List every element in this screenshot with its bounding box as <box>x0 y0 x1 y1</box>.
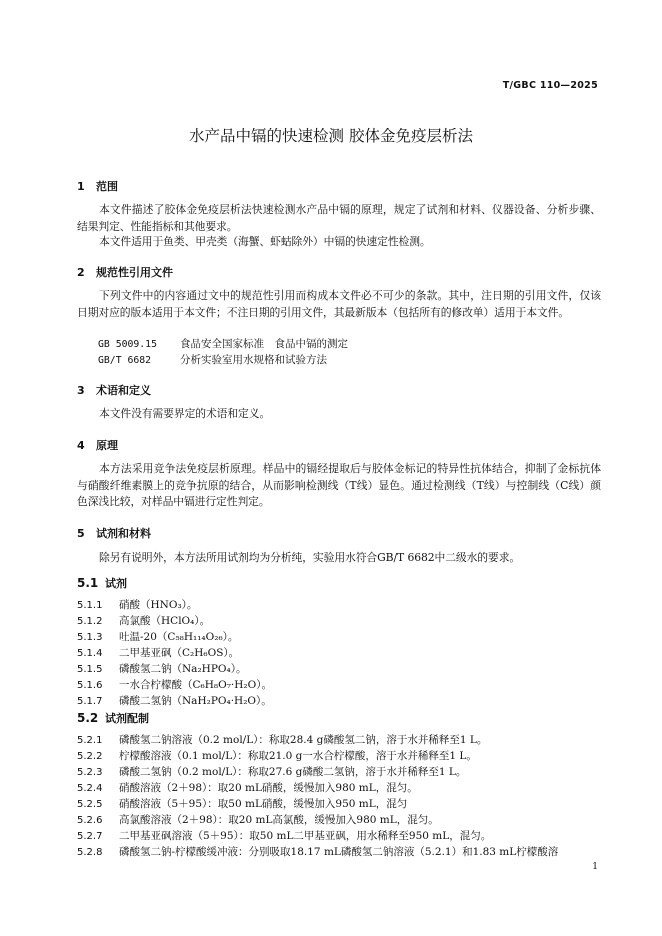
reagent-item <box>77 597 197 612</box>
item-number: 5.2.4 <box>77 783 103 794</box>
item-text: 高氯酸溶液（2＋98）：取20 mL高氯酸，缓慢加入980 mL，混匀。 <box>119 814 439 826</box>
section-heading-reagents <box>77 525 151 541</box>
standard-code: T/GBC 110—2025 <box>502 80 598 91</box>
scope-paragraph-2: 本文件适用于鱼类、甲壳类（海蟹、虾蛄除外）中镉的快速定性检测。 <box>99 235 431 248</box>
reference-code: GB/T 6682 <box>98 355 152 366</box>
item-number: 5.2.2 <box>77 751 103 762</box>
reagents-paragraph: 除另有说明外，本方法所用试剂均为分析纯，实验用水符合GB/T 6682中二级水的要求。 <box>99 551 521 564</box>
item-number: 5.2.6 <box>77 815 103 826</box>
section-number: 2 <box>77 266 85 279</box>
subsection-number: 5.2 <box>77 711 99 725</box>
reagent-item <box>77 661 246 676</box>
page-number: 1 <box>592 862 598 872</box>
section-title: 试剂和材料 <box>96 527 151 540</box>
item-number: 5.2.5 <box>77 799 103 810</box>
preparation-item <box>77 828 491 843</box>
subsection-title: 试剂配制 <box>105 712 149 725</box>
item-number: 5.1.7 <box>77 696 103 707</box>
subsection-number: 5.1 <box>77 576 99 590</box>
section-heading-normative-references <box>77 264 173 280</box>
subsection-heading-reagents <box>77 575 127 591</box>
item-text: 二甲基亚砜溶液（5＋95）：取50 mL二甲基亚砜，用水稀释至950 mL，混匀。 <box>119 830 492 842</box>
reference-item <box>98 336 348 351</box>
reagent-item <box>77 629 238 644</box>
item-number: 5.1.4 <box>77 648 103 659</box>
reference-item <box>98 352 327 367</box>
item-text: 磷酸氢二钠（Na₂HPO₄）。 <box>119 663 247 675</box>
preparation-item <box>77 796 407 811</box>
item-number: 5.1.6 <box>77 680 103 691</box>
item-text: 二甲基亚砜（C₂H₆OS）。 <box>119 647 240 659</box>
reference-title: 分析实验室用水规格和试验方法 <box>180 354 327 366</box>
section-number: 4 <box>77 439 85 452</box>
item-text: 高氯酸（HClO₄）。 <box>119 615 211 627</box>
preparation-item <box>77 732 487 747</box>
terms-paragraph: 本文件没有需要界定的术语和定义。 <box>99 407 271 420</box>
subsection-title: 试剂 <box>105 577 127 590</box>
reagent-item <box>77 645 239 660</box>
section-title: 原理 <box>96 439 118 452</box>
section-title: 范围 <box>96 180 118 193</box>
item-number: 5.1.1 <box>77 600 103 611</box>
section-title: 术语和定义 <box>96 384 151 397</box>
preparation-item <box>77 780 418 795</box>
item-text: 硝酸（HNO₃）。 <box>119 599 198 611</box>
item-text: 硝酸溶液（2＋98）：取20 mL硝酸，缓慢加入980 mL，混匀。 <box>119 782 418 794</box>
section-heading-terms <box>77 382 151 398</box>
item-number: 5.2.3 <box>77 767 103 778</box>
subsection-heading-reagent-preparation <box>77 710 149 726</box>
item-number: 5.1.2 <box>77 616 103 627</box>
section-title: 规范性引用文件 <box>96 266 173 279</box>
reagent-item <box>77 613 210 628</box>
reference-title: 食品安全国家标准 食品中镉的测定 <box>180 338 348 350</box>
item-number: 5.1.5 <box>77 664 103 675</box>
item-text: 磷酸氢二钠-柠檬酸缓冲液：分别吸取18.17 mL磷酸氢二钠溶液（5.2.1）和1.83 mL柠檬酸溶 <box>119 846 559 858</box>
reagent-item <box>77 693 272 708</box>
section-number: 3 <box>77 384 85 397</box>
principle-paragraph: 本方法采用竞争法免疫层析原理。样品中的镉经提取后与胶体金标记的特异性抗体结合，抑制了金标抗体与硝酸纤维素膜上的竞争抗原的结合，从而影响检测线（T线）显色。通过检测线（T线）与控制线（C线）颜色深浅比较，对样品中镉进行定性判定。 <box>77 462 601 509</box>
section-number: 5 <box>77 527 85 540</box>
item-text: 硝酸溶液（5＋95）：取50 mL硝酸，缓慢加入950 mL，混匀 <box>119 798 408 810</box>
reagent-item <box>77 677 272 692</box>
preparation-item <box>77 844 558 859</box>
item-number: 5.1.3 <box>77 632 103 643</box>
item-number: 5.2.1 <box>77 735 103 746</box>
item-number: 5.2.8 <box>77 847 103 858</box>
preparation-item <box>77 812 439 827</box>
section-heading-principle <box>77 437 118 453</box>
scope-paragraph-1: 本文件描述了胶体金免疫层析法快速检测水产品中镉的原理，规定了试剂和材料、仪器设备、分析步骤、结果判定、性能指标和其他要求。 <box>77 203 601 233</box>
document-title: 水产品中镉的快速检测 胶体金免疫层析法 <box>189 127 473 145</box>
item-text: 磷酸氢二钠溶液（0.2 mol/L）：称取28.4 g磷酸氢二钠，溶于水并稀释至1 L。 <box>119 734 488 746</box>
item-text: 吐温-20（C₅₈H₁₁₄O₂₆）。 <box>119 631 239 643</box>
item-text: 磷酸二氢钠（NaH₂PO₄·H₂O）。 <box>119 695 272 707</box>
item-text: 一水合柠檬酸（C₆H₈O₇·H₂O）。 <box>119 679 272 691</box>
preparation-item <box>77 748 477 763</box>
reference-code: GB 5009.15 <box>98 339 157 350</box>
item-number: 5.2.7 <box>77 831 103 842</box>
section-heading-scope <box>77 178 118 194</box>
preparation-item <box>77 764 466 779</box>
section-number: 1 <box>77 180 85 193</box>
references-paragraph: 下列文件中的内容通过文中的规范性引用而构成本文件必不可少的条款。其中，注日期的引用文件，仅该日期对应的版本适用于本文件；不注日期的引用文件，其最新版本（包括所有的修改单）适用于本文件。 <box>77 289 601 319</box>
item-text: 磷酸二氢钠（0.2 mol/L）：称取27.6 g磷酸二氢钠，溶于水并稀释至1 L。 <box>119 766 467 778</box>
item-text: 柠檬酸溶液（0.1 mol/L）：称取21.0 g一水合柠檬酸，溶于水并稀释至1 L。 <box>119 750 477 762</box>
